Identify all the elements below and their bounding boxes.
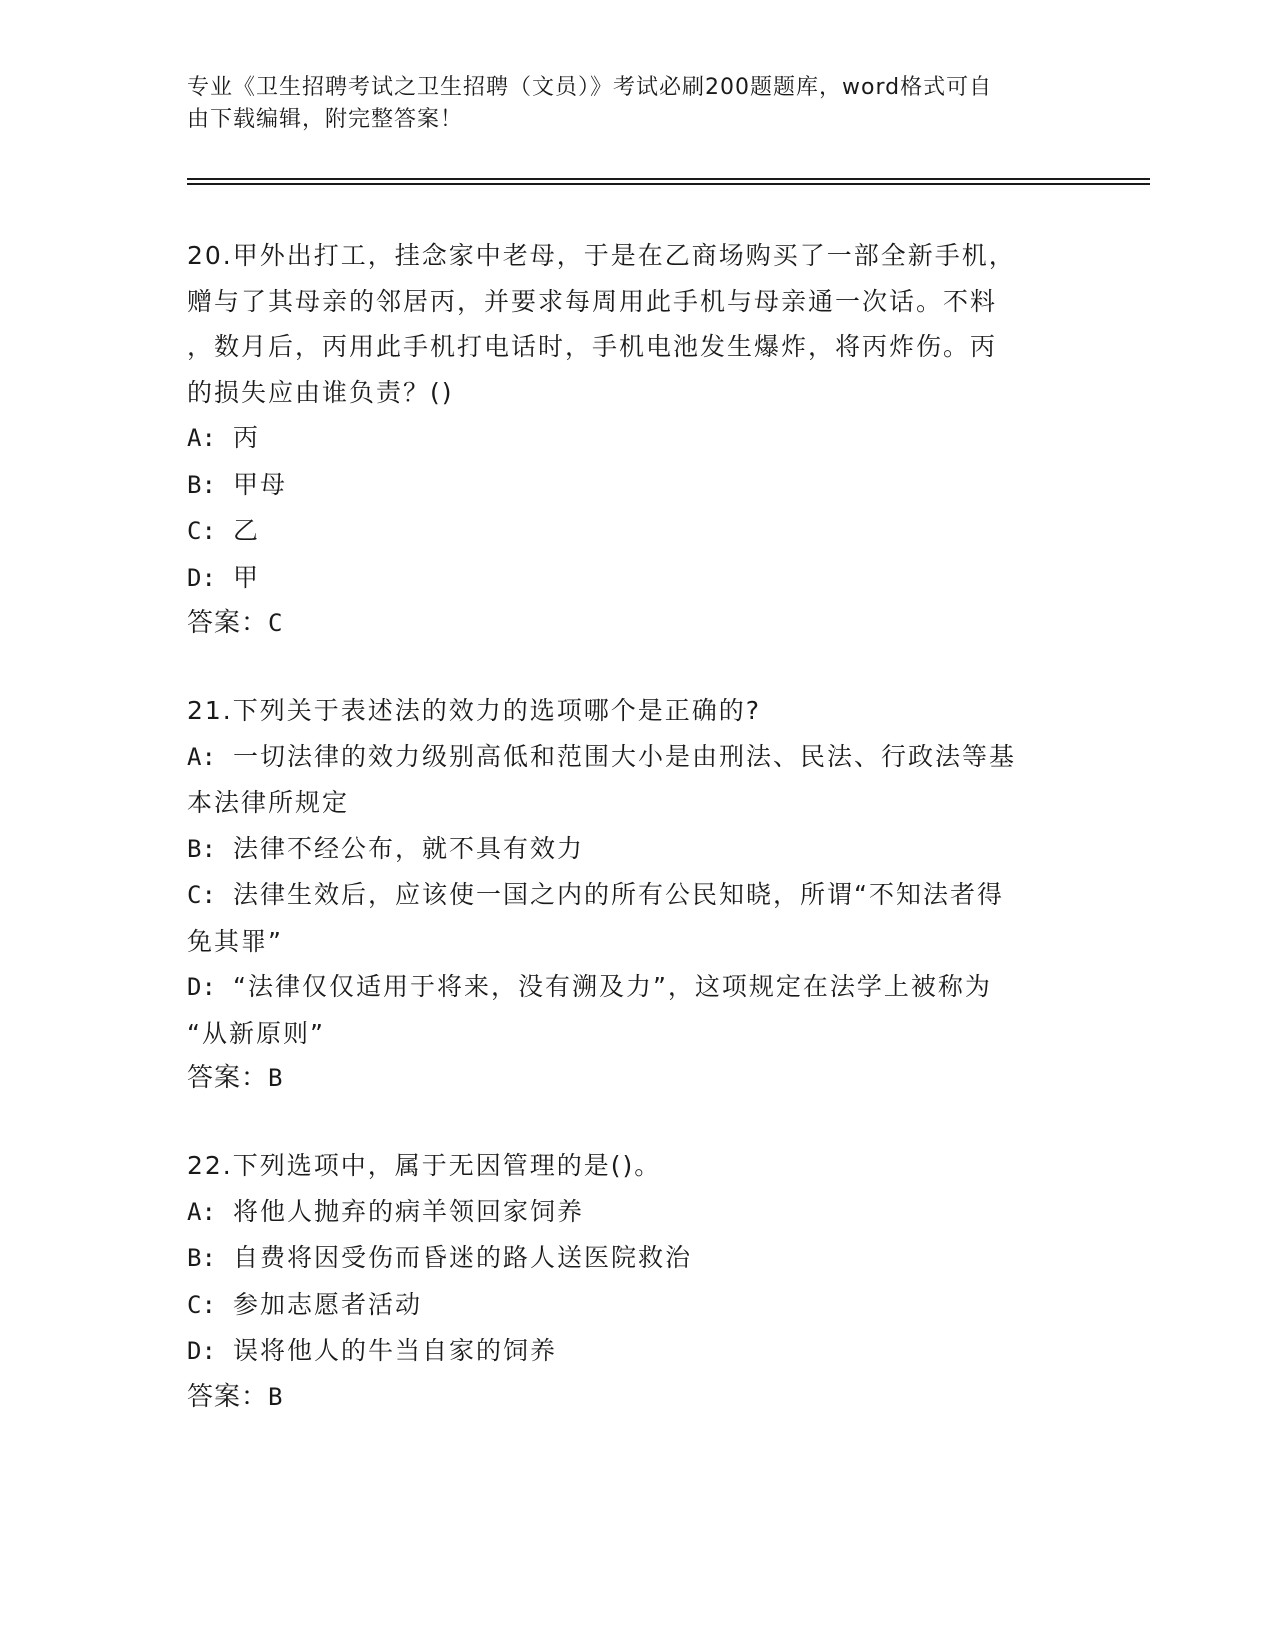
- option-c: [187, 872, 1067, 919]
- option-letter: D:: [187, 1337, 216, 1365]
- answer-line: [187, 1056, 1067, 1102]
- option-letter: B:: [187, 1244, 216, 1272]
- option-d-continued: “从新原则”: [187, 1018, 325, 1048]
- answer-line: [187, 601, 1067, 647]
- option-c-continued: 免其罪”: [187, 926, 283, 956]
- option-text: 将他人抛弃的病羊领回家饲养: [233, 1196, 585, 1226]
- option-letter: D:: [187, 563, 216, 592]
- option-a: [187, 734, 1067, 781]
- header-line-2: 由下载编辑，附完整答案！: [187, 107, 464, 132]
- answer-label: 答案：: [187, 608, 269, 638]
- answer-label: 答案：: [187, 1381, 269, 1412]
- option-c: [187, 508, 1067, 555]
- option-text: “法律仅仅适用于将来，没有溯及力”，这项规定在法学上被称为: [233, 972, 992, 1001]
- option-b: [187, 1235, 1067, 1282]
- question-text-line: 赠与了其母亲的邻居丙，并要求每周用此手机与母亲通一次话。不料: [187, 286, 998, 316]
- option-letter: A:: [187, 1197, 216, 1226]
- option-b: [187, 462, 1067, 509]
- header-divider-top: [187, 178, 1150, 180]
- option-c: [187, 1282, 1067, 1329]
- option-text: 自费将因受伤而昏迷的路人送医院救治: [233, 1243, 693, 1272]
- option-text: 一切法律的效力级别高低和范围大小是由刑法、民法、行政法等基: [233, 741, 1017, 771]
- option-a: [187, 1189, 1067, 1236]
- option-letter: C:: [187, 1290, 216, 1319]
- option-letter: D:: [187, 973, 216, 1001]
- question-text-line: 的损失应由谁负责？(): [187, 377, 454, 407]
- answer-label: 答案：: [187, 1063, 269, 1093]
- option-letter: A:: [187, 424, 216, 452]
- option-text: 甲: [233, 562, 261, 592]
- header-divider-bottom: [187, 183, 1150, 185]
- option-text: 乙: [233, 516, 261, 545]
- question-text-line: 22.下列选项中，属于无因管理的是()。: [187, 1151, 662, 1180]
- option-text: 丙: [233, 423, 261, 452]
- header-line-1: 专业《卫生招聘考试之卫生招聘（文员）》考试必刷200题题库，word格式可自: [187, 75, 993, 100]
- answer-value: B: [268, 1382, 284, 1411]
- option-d: [187, 1328, 1067, 1375]
- option-letter: B:: [187, 470, 216, 499]
- option-b: [187, 826, 1067, 873]
- option-text: 参加志愿者活动: [233, 1289, 423, 1319]
- option-d: [187, 964, 1067, 1011]
- question-text-line: 20.甲外出打工，挂念家中老母，于是在乙商场购买了一部全新手机，: [187, 241, 1016, 270]
- answer-line: [187, 1375, 1067, 1421]
- option-a-continued: 本法律所规定: [187, 788, 350, 817]
- option-letter: A:: [187, 742, 216, 771]
- answer-value: B: [268, 1064, 284, 1092]
- option-text: 误将他人的牛当自家的饲养: [233, 1336, 558, 1365]
- option-a: [187, 415, 1067, 462]
- document-header: [187, 72, 1077, 136]
- option-d: [187, 555, 1067, 602]
- answer-value: C: [268, 609, 284, 637]
- option-letter: C:: [187, 517, 216, 545]
- question-20: [187, 233, 1067, 673]
- option-letter: B:: [187, 834, 216, 863]
- option-letter: C:: [187, 881, 216, 909]
- option-text: 甲母: [233, 469, 288, 499]
- question-text-line: 21.下列关于表述法的效力的选项哪个是正确的?: [187, 696, 762, 725]
- question-21: [187, 688, 1067, 1128]
- question-text-line: ，数月后，丙用此手机打电话时，手机电池发生爆炸，将丙炸伤。丙: [187, 332, 998, 361]
- option-text: 法律生效后，应该使一国之内的所有公民知晓，所谓“不知法者得: [233, 880, 1004, 909]
- question-22: [187, 1143, 1067, 1446]
- option-text: 法律不经公布，就不具有效力: [233, 833, 585, 863]
